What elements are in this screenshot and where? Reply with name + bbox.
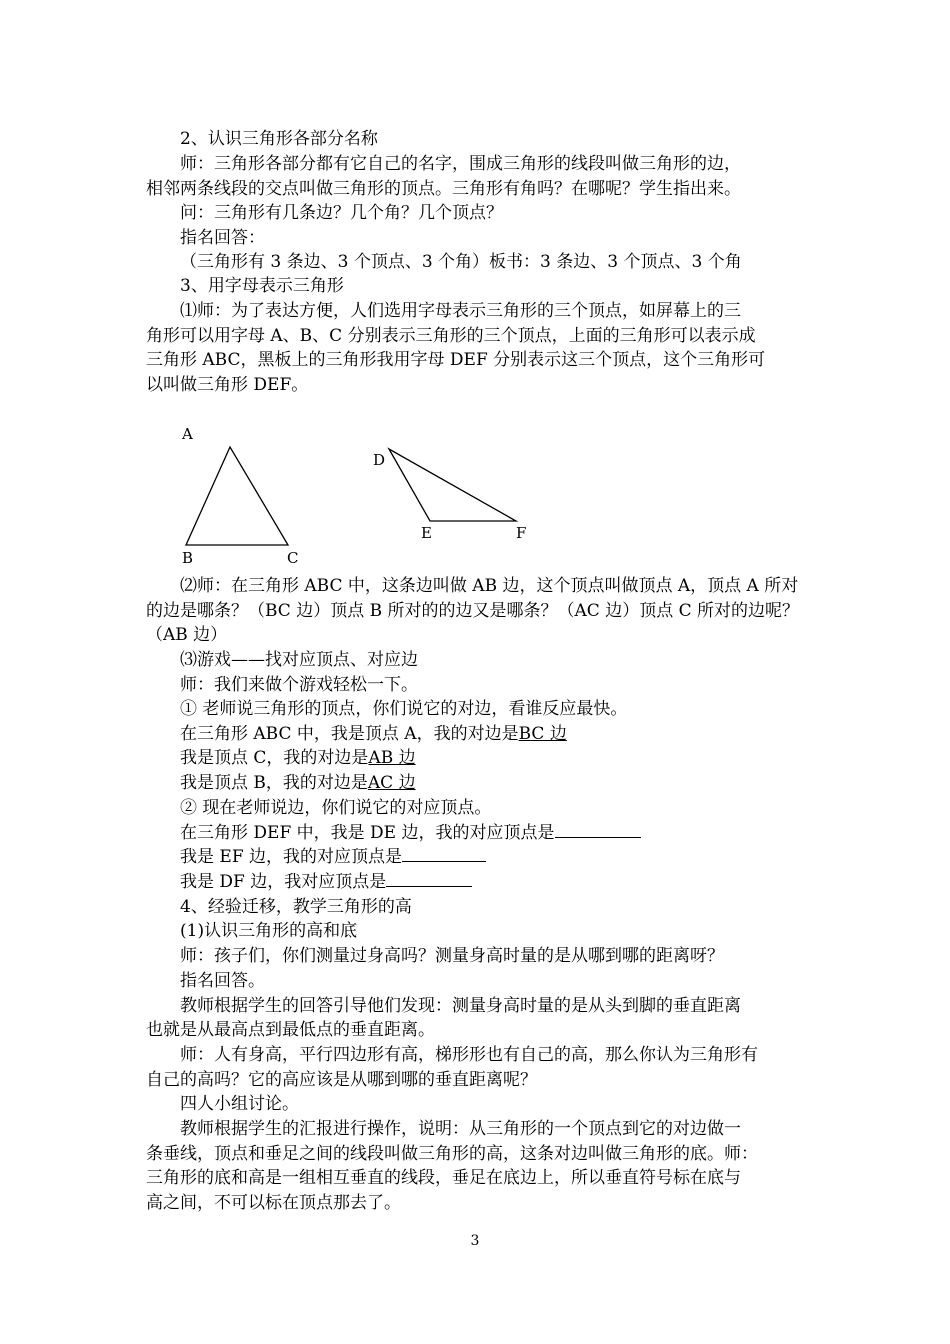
- answer-blank: [386, 870, 472, 887]
- paragraph-line: (1)认识三角形的高和底: [180, 921, 358, 941]
- paragraph-line: 条垂线，顶点和垂足之间的线段叫做三角形的高，这条对边叫做三角形的底。师：: [146, 1144, 758, 1164]
- triangle-abc: [186, 447, 288, 545]
- vertex-label-d: D: [373, 451, 386, 469]
- paragraph-line: 师：三角形各部分都有它自己的名字，围成三角形的线段叫做三角形的边，: [180, 154, 741, 174]
- answer-blank: [555, 821, 641, 838]
- game-line: [180, 771, 840, 796]
- paragraph-line: 指名回答。: [180, 971, 265, 991]
- paragraph-line: 指名回答：: [180, 228, 265, 248]
- answer-underlined: AB 边: [368, 748, 416, 768]
- paragraph-line: 师：我们来做个游戏轻松一下。: [180, 675, 418, 695]
- answer-blank: [402, 845, 486, 862]
- paragraph-line: 也就是从最高点到最低点的垂直距离。: [146, 1020, 435, 1040]
- game-prompt: 在三角形 ABC 中，我是顶点 A，我的对边是: [180, 724, 519, 744]
- game-prompt: 我是 EF 边，我的对应顶点是: [180, 847, 403, 867]
- heading-2: 2、认识三角形各部分名称: [180, 129, 378, 149]
- paragraph-line: 三角形的底和高是一组相互垂直的线段，垂足在底边上，所以垂直符号标在底与: [146, 1168, 741, 1188]
- game-prompt: 我是顶点 C，我的对边是: [180, 748, 369, 768]
- vertex-label-b: B: [182, 549, 194, 567]
- paragraph-line: 教师根据学生的汇报进行操作，说明：从三角形的一个顶点到它的对边做一: [180, 1119, 741, 1139]
- paragraph-line: ① 老师说三角形的顶点，你们说它的对边，看谁反应最快。: [180, 699, 628, 719]
- game-line: [180, 870, 840, 895]
- vertex-label-a: A: [182, 425, 193, 443]
- paragraph-line: 师：孩子们，你们测量过身高吗？测量身高时量的是从哪到哪的距离呀？: [180, 946, 724, 966]
- paragraph-line: 以叫做三角形 DEF。: [146, 375, 309, 395]
- paragraph-line: 师：人有身高，平行四边形有高，梯形形也有自己的高，那么你认为三角形有: [180, 1045, 758, 1065]
- paragraph-line: 的边是哪条？（BC 边）顶点 B 所对的的边又是哪条？（AC 边）顶点 C 所对的边呢？: [146, 601, 800, 621]
- paragraph-line: ⑵师：在三角形 ABC 中，这条边叫做 AB 边，这个顶点叫做顶点 A，顶点 A 所对: [180, 576, 799, 596]
- game-line: [180, 722, 840, 747]
- paragraph-line: 相邻两条线段的交点叫做三角形的顶点。三角形有角吗？在哪呢？学生指出来。: [146, 179, 741, 199]
- game-line: [180, 746, 840, 771]
- answer-underlined: AC 边: [367, 773, 416, 793]
- vertex-label-f: F: [516, 524, 527, 542]
- heading-4: 4、经验迁移，教学三角形的高: [180, 897, 412, 917]
- game-prompt: 在三角形 DEF 中，我是 DE 边，我的对应顶点是: [180, 823, 555, 843]
- heading-3: 3、用字母表示三角形: [180, 276, 344, 296]
- paragraph-line: ⑶游戏——找对应顶点、对应边: [180, 650, 418, 670]
- paragraph-line: 教师根据学生的回答引导他们发现：测量身高时量的是从头到脚的垂直距离: [180, 996, 741, 1016]
- paragraph-line: （AB 边）: [146, 625, 228, 645]
- game-prompt: 我是顶点 B，我的对边是: [180, 773, 368, 793]
- paragraph-line: （三角形有 3 条边、3 个顶点、3 个角）板书：3 条边、3 个顶点、3 个角: [180, 252, 742, 272]
- paragraph-line: 四人小组讨论。: [180, 1094, 299, 1114]
- game-line: [180, 845, 840, 870]
- paragraph-line: 自己的高吗？它的高应该是从哪到哪的垂直距离呢？: [146, 1070, 537, 1090]
- answer-underlined: BC 边: [518, 724, 567, 744]
- paragraph-line: 问：三角形有几条边？几个角？几个顶点？: [180, 203, 503, 223]
- game-line: [180, 821, 840, 846]
- paragraph-line: 角形可以用字母 A、B、C 分别表示三角形的三个顶点，上面的三角形可以表示成: [146, 326, 756, 346]
- paragraph-line: ⑴师：为了表达方便，人们选用字母表示三角形的三个顶点，如屏幕上的三: [180, 301, 741, 321]
- paragraph-line: 高之间，不可以标在顶点那去了。: [146, 1193, 401, 1213]
- vertex-label-c: C: [287, 549, 299, 567]
- vertex-label-e: E: [421, 524, 432, 542]
- game-prompt: 我是 DF 边，我对应顶点是: [180, 872, 387, 892]
- paragraph-line: ② 现在老师说边，你们说它的对应顶点。: [180, 798, 492, 818]
- page-number: 3: [470, 1233, 480, 1249]
- paragraph-line: 三角形 ABC，黑板上的三角形我用字母 DEF 分别表示这三个顶点，这个三角形可: [146, 350, 766, 370]
- triangle-def: [389, 449, 516, 521]
